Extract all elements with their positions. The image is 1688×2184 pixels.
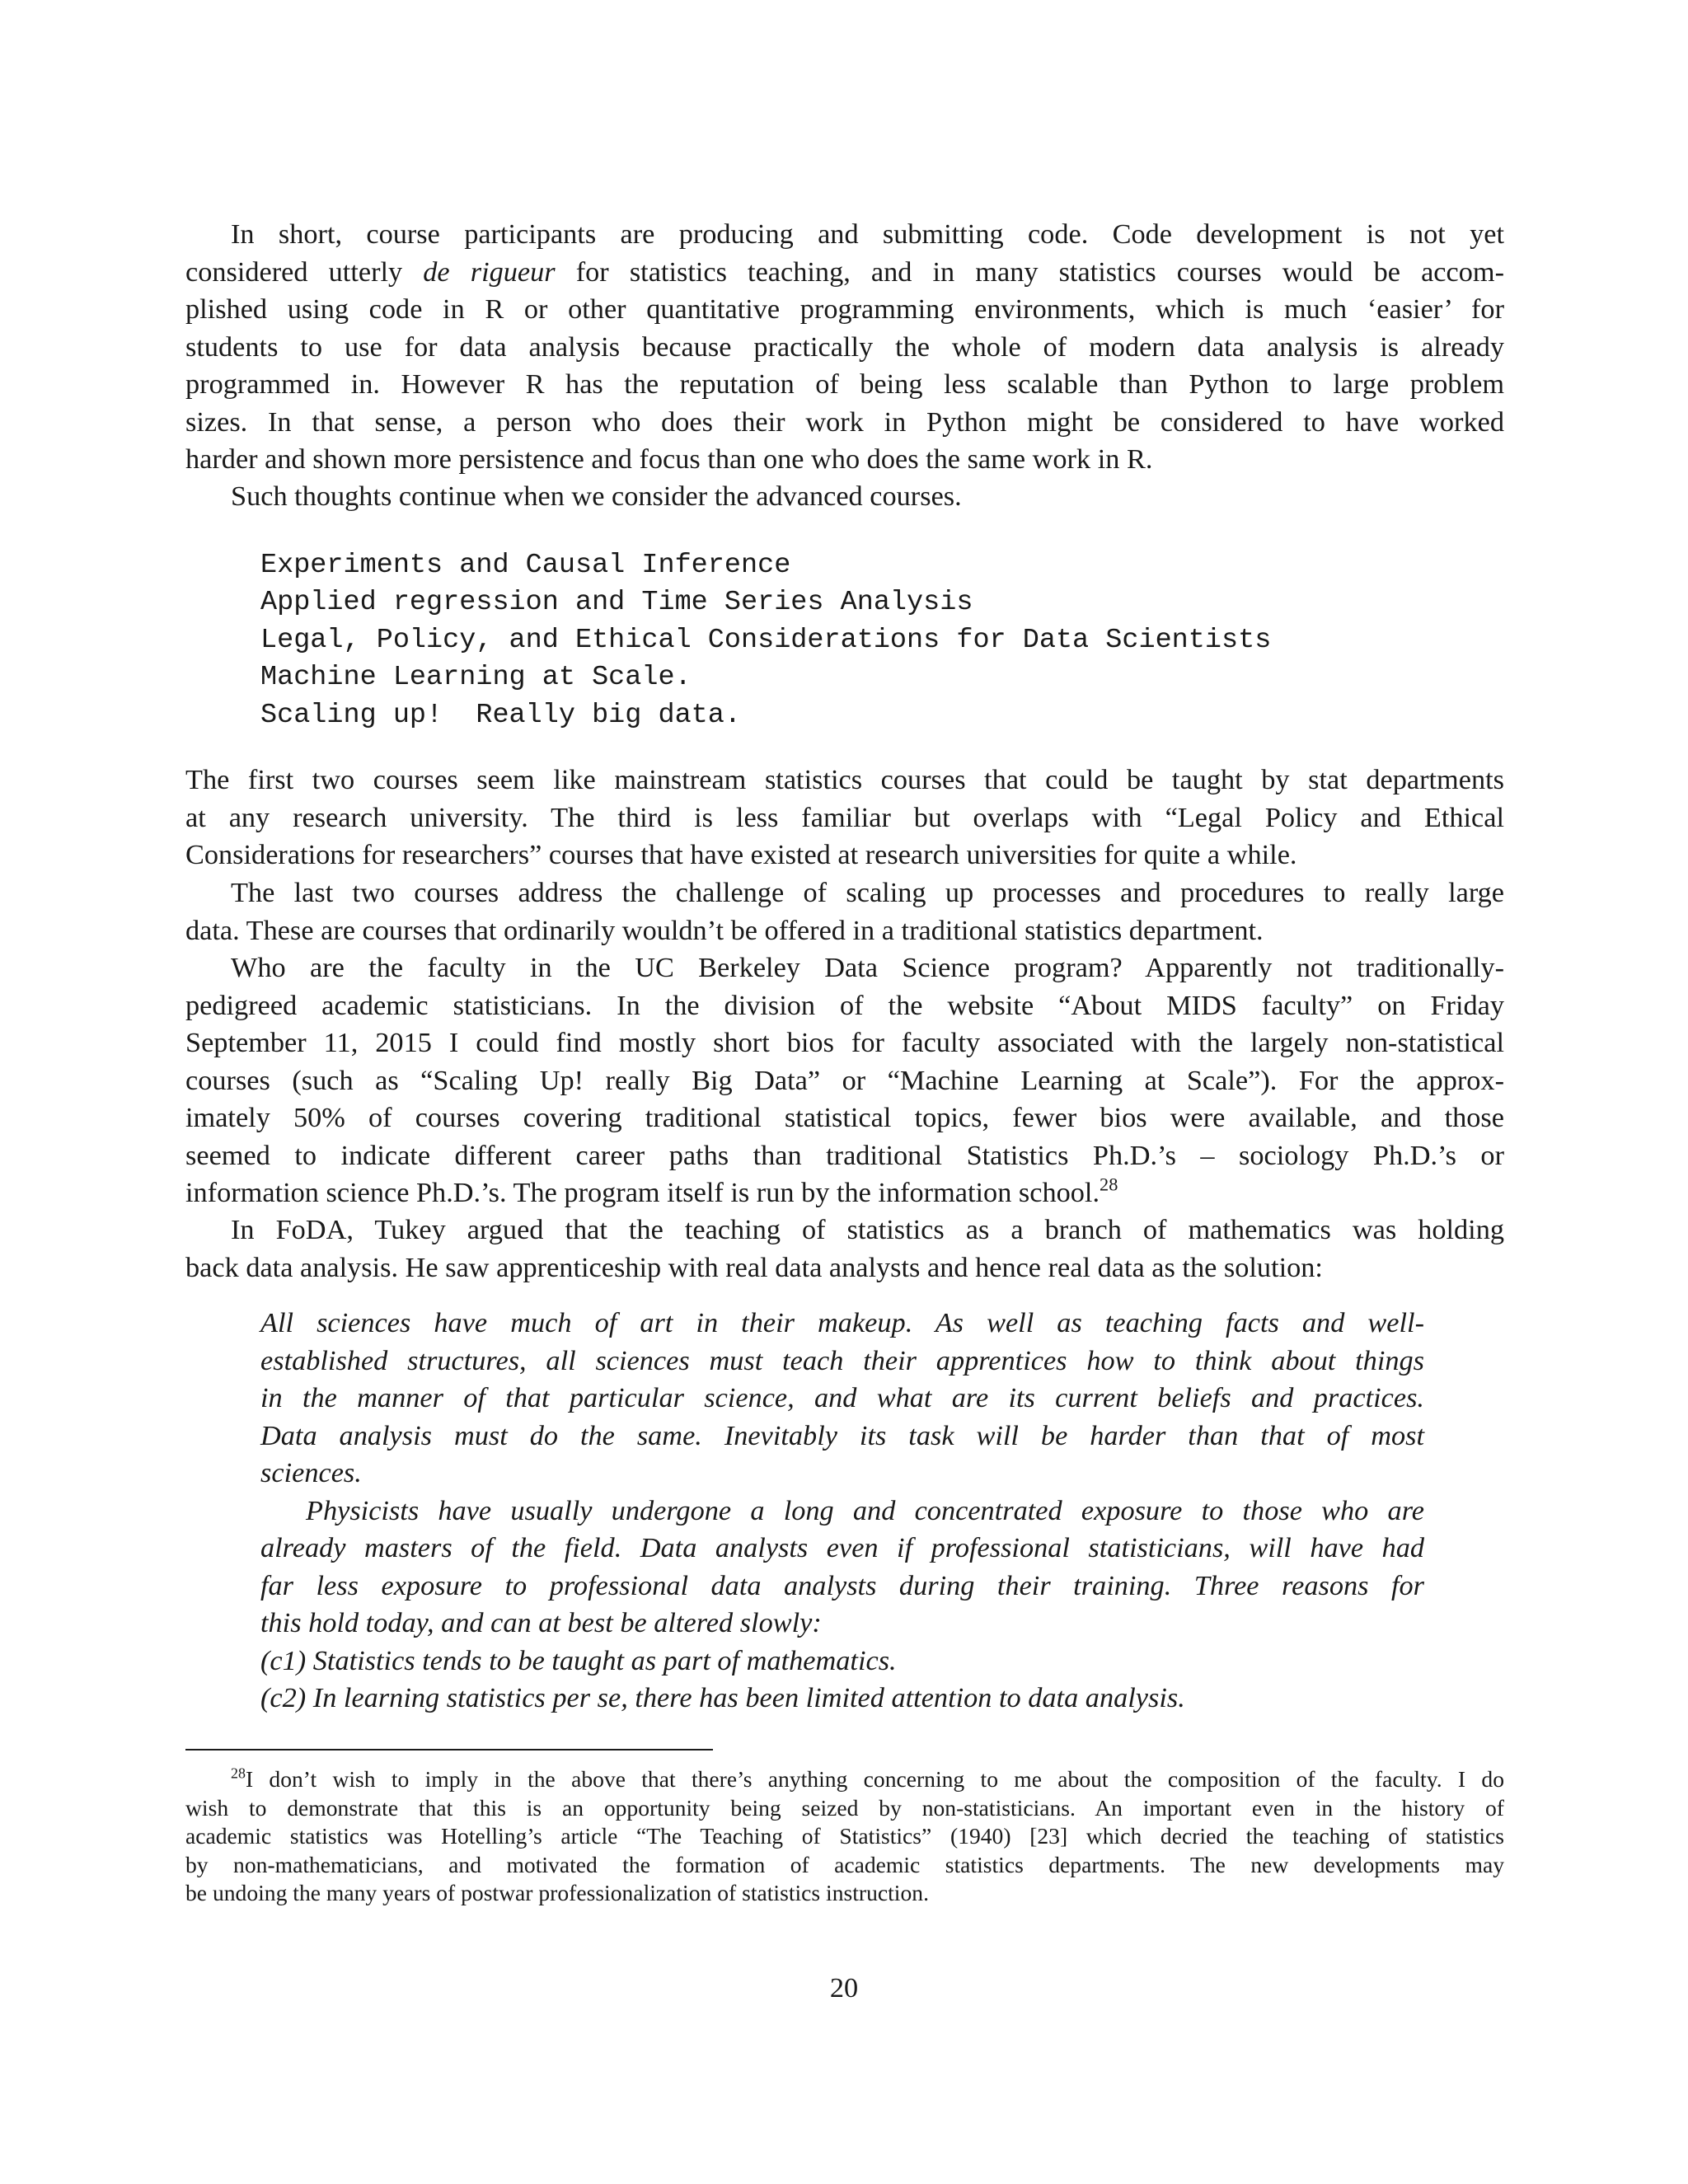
footnote-line: $^{28}$I don’t wish to imply in the above that there’s anything concerning to me about the composition of the faculty. I do (231, 1765, 1504, 1792)
course-item: Machine Learning at Scale. (260, 662, 692, 694)
block-quote (260, 1305, 1424, 1718)
text-line: September 11, 2015 I could find mostly short bios for faculty associated with the largely non-statistical (185, 1027, 1504, 1058)
text-line: pedigreed academic statisticians. In the division of the website “About MIDS faculty” on Friday (185, 989, 1504, 1021)
text-line: Such thoughts continue when we consider the advanced courses. (231, 480, 962, 512)
quote-line: in the manner of that particular science, and what are its current beliefs and practices. (260, 1382, 1424, 1413)
text-line: seemed to indicate different career paths than traditional Statistics Ph.D.’s – sociology Ph.D.’s or (185, 1139, 1504, 1171)
text-line: In short, course participants are producing and submitting code. Code development is not yet (231, 218, 1504, 250)
text-line: Who are the faculty in the UC Berkeley Data Science program? Apparently not traditionally- (231, 952, 1504, 983)
quote-line: (c1) Statistics tends to be taught as part of mathematics. (260, 1644, 897, 1676)
quote-line: Physicists have usually undergone a long and concentrated exposure to those who are (306, 1494, 1424, 1526)
course-item: Scaling up! Really big data. (260, 699, 741, 731)
paragraph-faculty (185, 949, 1504, 1212)
text-line: considered utterly de rigueur for statistics teaching, and in many statistics courses would be accom- (185, 255, 1504, 288)
text-line: back data analysis. He saw apprenticeship with real data analysts and hence real data as the solution: (185, 1251, 1323, 1283)
footnote (185, 1765, 1504, 1908)
text-line: information science Ph.D.’s. The program itself is run by the information school.$^{28}$ (185, 1174, 1118, 1208)
emphasis-de-rigueur: de rigueur (423, 255, 556, 288)
quote-line: All sciences have much of art in their makeup. As well as teaching facts and well- (260, 1307, 1424, 1338)
text-line: plished using code in R or other quantitative programming environments, which is much ‘easier’ for (185, 293, 1504, 325)
footnote-line: wish to demonstrate that this is an opportunity being seized by non-statisticians. An important even in the history of (185, 1794, 1504, 1821)
text-line: courses (such as “Scaling Up! really Big Data” or “Machine Learning at Scale”). For the approx- (185, 1064, 1504, 1096)
footnote-line: be undoing the many years of postwar professionalization of statistics instruction. (185, 1880, 929, 1905)
page-number: 20 (829, 1972, 859, 2004)
text-line: imately 50% of courses covering traditional statistical topics, fewer bios were available, and those (185, 1102, 1504, 1133)
text-line: harder and shown more persistence and focus than one who does the same work in R. (185, 443, 1153, 475)
course-item: Legal, Policy, and Ethical Considerations for Data Scientists (260, 624, 1272, 656)
course-item: Experiments and Causal Inference (260, 550, 791, 581)
quote-line: this hold today, and can at best be altered slowly: (260, 1607, 822, 1638)
footnote-separator (185, 1749, 713, 1750)
course-item: Applied regression and Time Series Analysis (260, 587, 973, 619)
paragraph-foda (185, 1212, 1504, 1286)
text-line: The first two courses seem like mainstream statistics courses that could be taught by stat departments (185, 764, 1504, 795)
footnote-number: 28 (231, 1765, 246, 1782)
course-list (260, 547, 1271, 734)
footnote-line: academic statistics was Hotelling’s article “The Teaching of Statistics” (1940) [23] which decried the teaching of statistics (185, 1823, 1504, 1849)
text-line: Considerations for researchers” courses that have existed at research universities for quite a while. (185, 839, 1297, 870)
text-line: In FoDA, Tukey argued that the teaching of statistics as a branch of mathematics was holding (231, 1214, 1504, 1245)
text-line: students to use for data analysis because practically the whole of modern data analysis is already (185, 330, 1504, 363)
text-line: sizes. In that sense, a person who does their work in Python might be considered to have worked (185, 405, 1504, 438)
footnote-line: by non-mathematicians, and motivated the formation of academic statistics departments. The new developments may (185, 1851, 1504, 1877)
quote-line: sciences. (260, 1457, 362, 1488)
footnote-reference: 28 (1100, 1174, 1118, 1195)
paragraph-code-participants (185, 216, 1504, 479)
paragraph-last-two-courses (185, 874, 1504, 949)
quote-line: (c2) In learning statistics per se, there has been limited attention to data analysis. (260, 1682, 1185, 1713)
text-line: at any research university. The third is less familiar but overlaps with “Legal Policy and Ethical (185, 801, 1504, 833)
text-line: The last two courses address the challenge of scaling up processes and procedures to really large (231, 877, 1504, 908)
quote-line: far less exposure to professional data analysts during their training. Three reasons for (260, 1569, 1424, 1601)
quote-line: Data analysis must do the same. Inevitably its task will be harder than that of most (260, 1419, 1424, 1451)
text-line: programmed in. However R has the reputation of being less scalable than Python to large problem (185, 368, 1504, 400)
quote-line: already masters of the field. Data analysts even if professional statisticians, will have had (260, 1532, 1424, 1563)
paragraph-first-two-courses (185, 762, 1504, 874)
paragraph-advanced-courses-intro (185, 478, 1504, 516)
quote-line: established structures, all sciences must teach their apprentices how to think about things (260, 1344, 1424, 1376)
text-line: data. These are courses that ordinarily wouldn’t be offered in a traditional statistics department. (185, 914, 1264, 946)
